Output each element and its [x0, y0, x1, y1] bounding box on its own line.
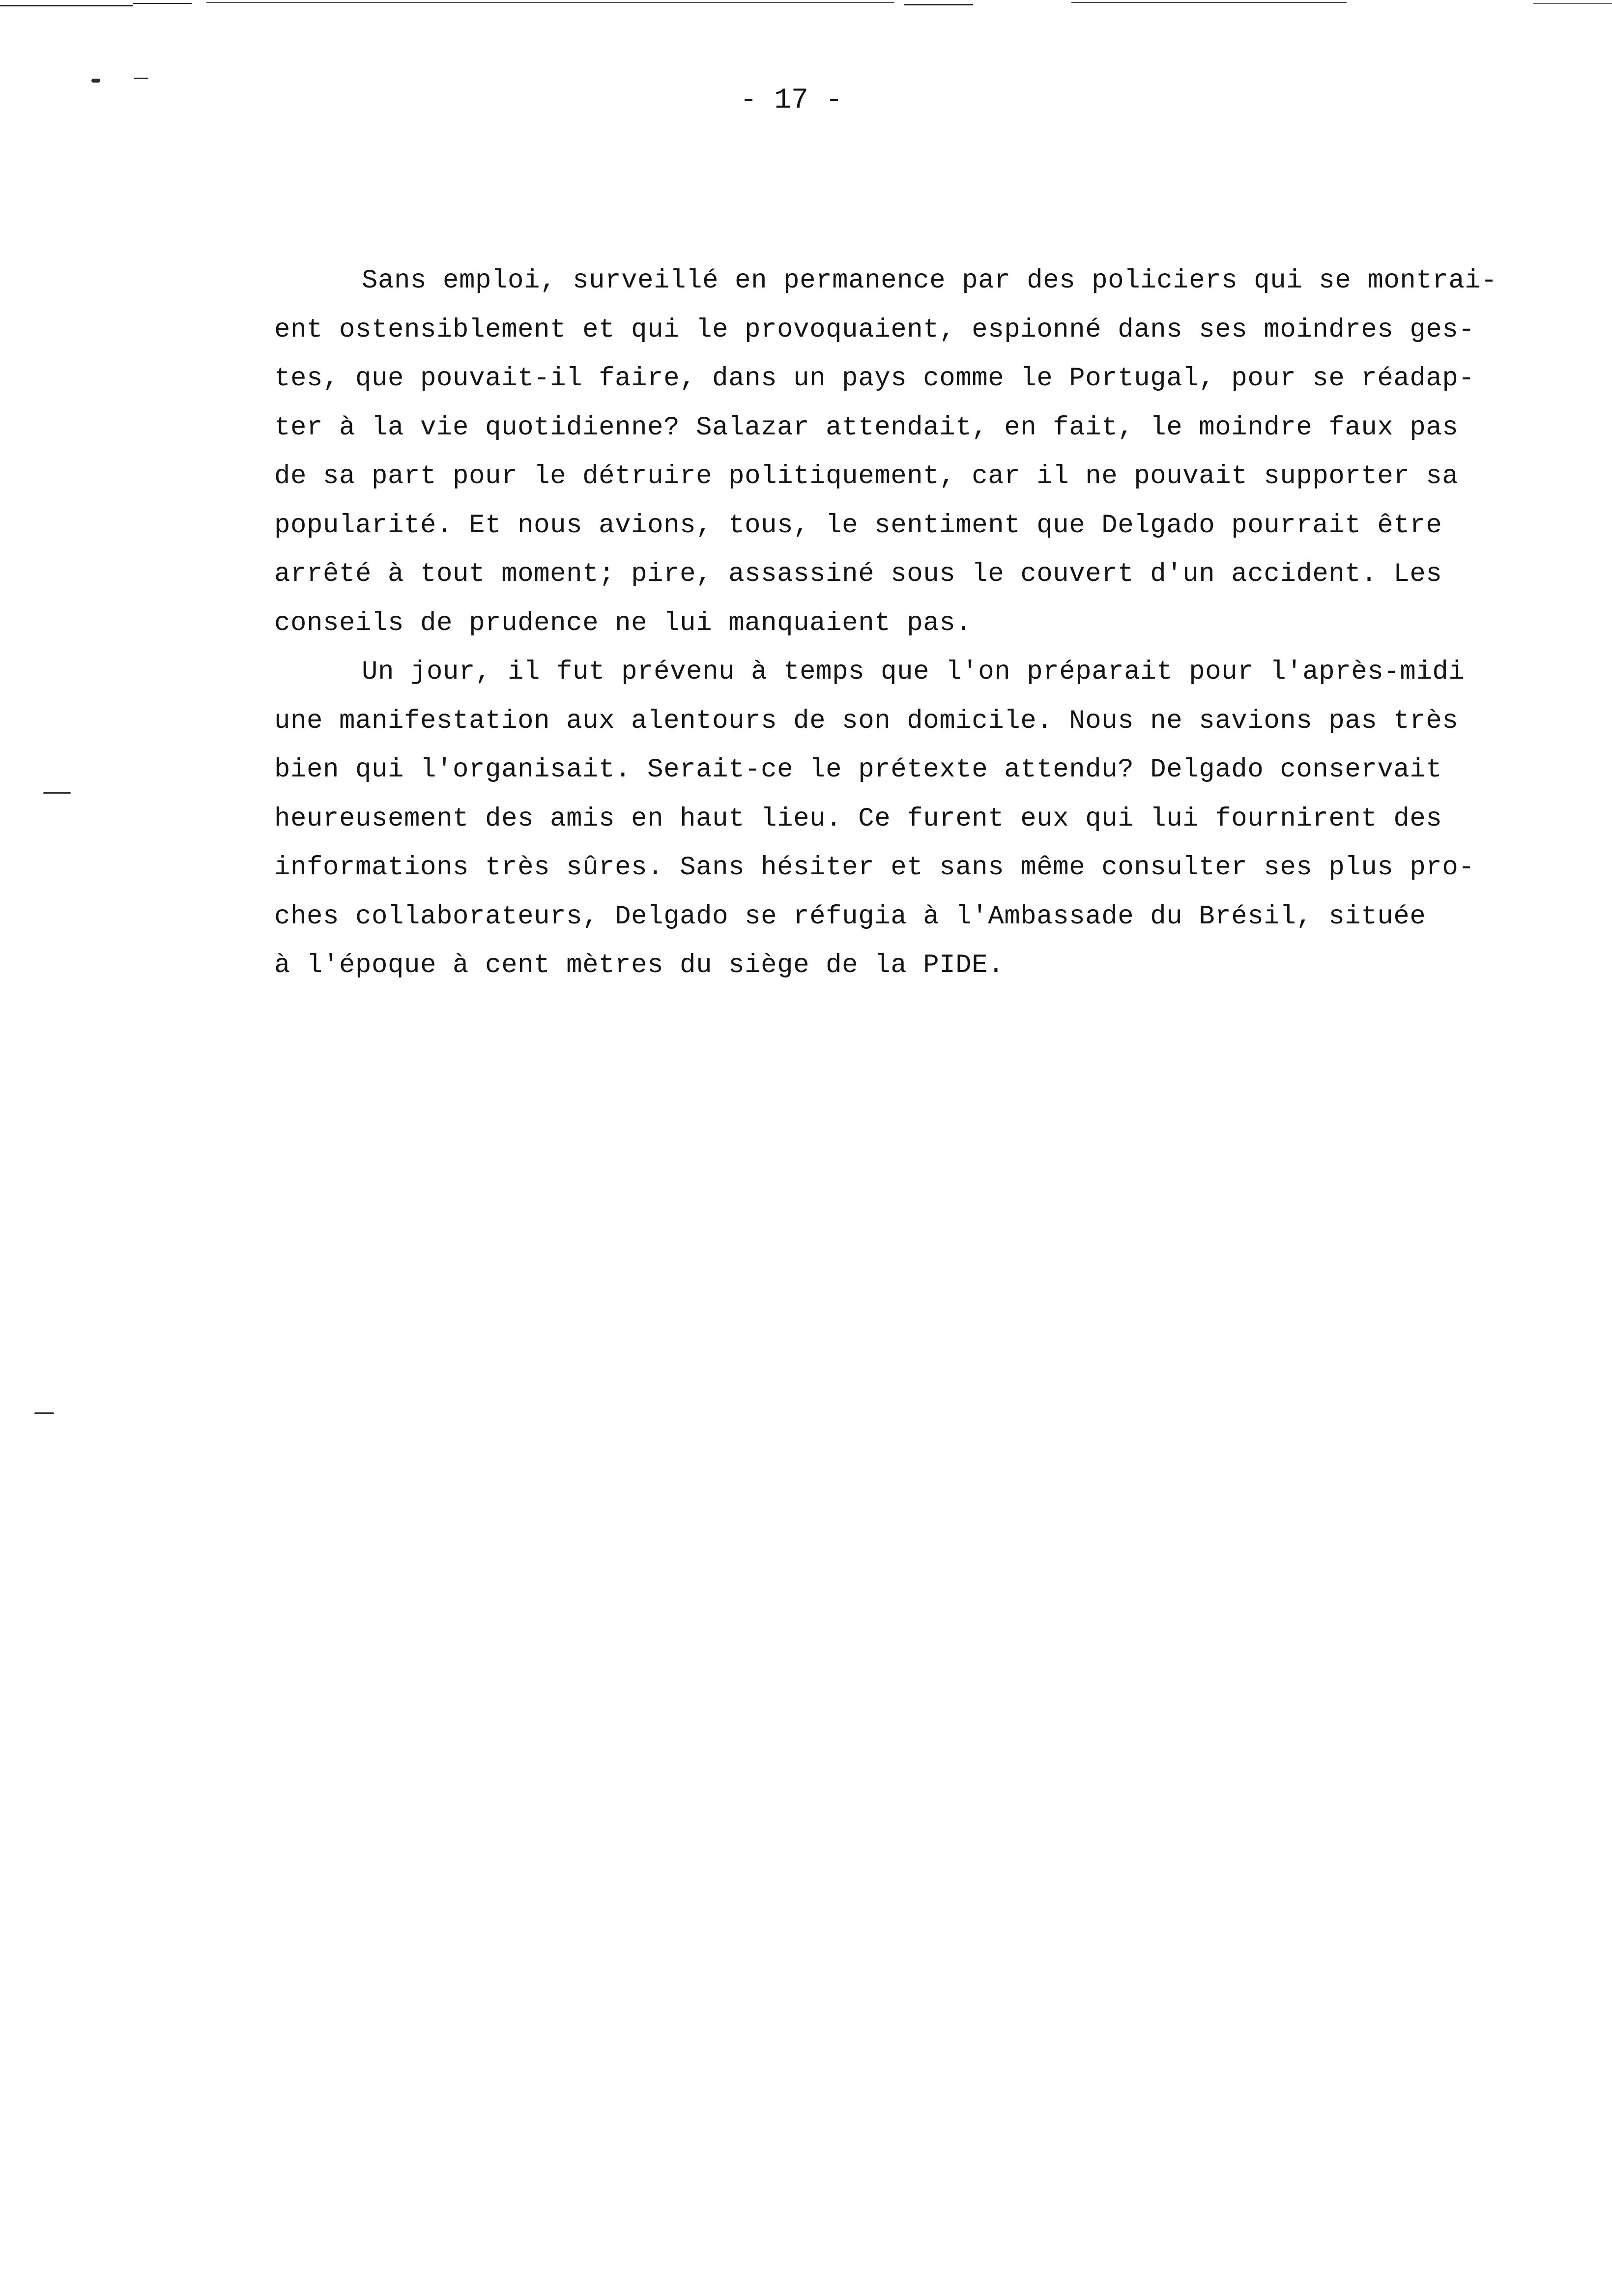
scan-edge-rule — [904, 4, 973, 5]
text-line: à l'époque à cent mètres du siège de la PIDE. — [274, 950, 1005, 980]
text-line: Un jour, il fut prévenu à temps que l'on préparait pour l'après-midi — [362, 657, 1465, 687]
text-line: ent ostensiblement et qui le provoquaient, espionné dans ses moindres ges- — [274, 315, 1475, 345]
text-line: une manifestation aux alentours de son domicile. Nous ne savions pas très — [274, 706, 1459, 736]
text-line: de sa part pour le détruire politiquement, car il ne pouvait supporter sa — [274, 461, 1459, 491]
text-line: informations très sûres. Sans hésiter et sans même consulter ses plus pro- — [274, 853, 1475, 883]
scan-speck — [91, 79, 100, 83]
scan-speck — [134, 78, 148, 79]
scan-edge-rule — [1533, 3, 1612, 4]
paragraph — [274, 648, 1562, 990]
text-line: Sans emploi, surveillé en permanence par des policiers qui se montrai- — [362, 266, 1497, 296]
text-line: popularité. Et nous avions, tous, le sentiment que Delgado pourrait être — [274, 510, 1442, 541]
paragraph — [274, 257, 1562, 648]
body-text — [274, 257, 1562, 990]
scan-edge-rule — [0, 5, 133, 6]
text-line: ter à la vie quotidienne? Salazar attendait, en fait, le moindre faux pas — [274, 412, 1459, 443]
text-line: conseils de prudence ne lui manquaient pas. — [274, 608, 972, 638]
margin-tick — [43, 792, 71, 794]
text-line: bien qui l'organisait. Serait-ce le prétexte attendu? Delgado conservait — [274, 755, 1442, 785]
text-line: arrêté à tout moment; pire, assassiné sous le couvert d'un accident. Les — [274, 559, 1442, 589]
page-number: - 17 - — [740, 85, 843, 116]
scan-edge-rule — [133, 3, 192, 4]
text-line: tes, que pouvait-il faire, dans un pays comme le Portugal, pour se réadap- — [274, 364, 1475, 394]
scan-edge-rule — [206, 2, 894, 3]
scan-edge-rule — [1071, 2, 1347, 3]
text-line: ches collaborateurs, Delgado se réfugia à l'Ambassade du Brésil, située — [274, 901, 1426, 932]
text-line: heureusement des amis en haut lieu. Ce furent eux qui lui fournirent des — [274, 804, 1442, 834]
margin-tick — [34, 1412, 54, 1414]
